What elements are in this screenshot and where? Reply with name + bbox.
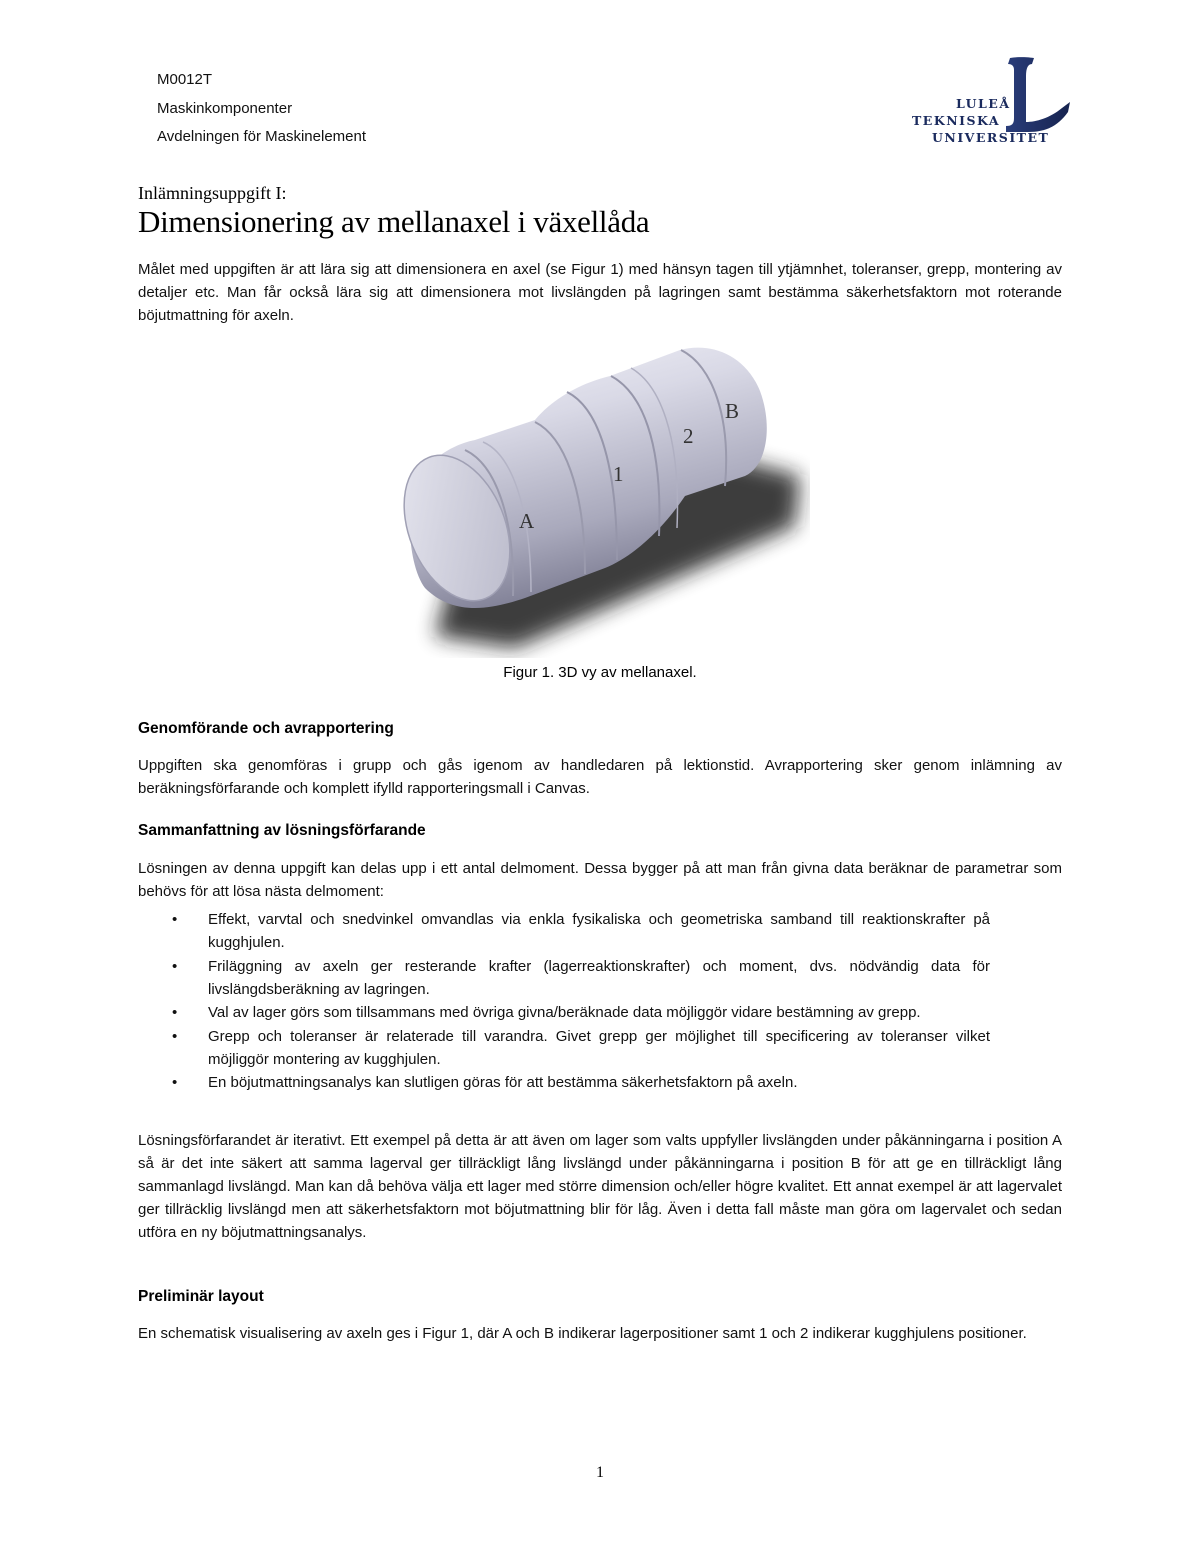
list-item <box>172 908 990 954</box>
course-name: Maskinkomponenter <box>157 99 293 117</box>
heading-genomforande: Genomförande och avrapportering <box>138 720 394 737</box>
course-code: M0012T <box>157 71 213 88</box>
paragraph-layout: En schematisk visualisering av axeln ges i Figur 1, där A och B indikerar lagerpositioner samt 1 och 2 indikerar kugghjulens positioner. <box>138 1325 1027 1342</box>
logo-line1: LULEÅ <box>956 96 1011 111</box>
document-title: Dimensionering av mellanaxel i växellåda <box>138 204 650 239</box>
bullet-icon: • <box>172 1027 178 1045</box>
list-item-text: Friläggning av axeln ger resterande krafter (lagerreaktionskrafter) och moment, dvs. nödvändig data för livslängdsberäkning av lagringen. <box>208 957 990 998</box>
label-gear-2: 2 <box>683 424 694 448</box>
bullet-icon: • <box>172 1074 178 1091</box>
label-bearing-b: B <box>725 399 740 423</box>
shaft-3d-figure <box>395 336 810 658</box>
paragraph-genomforande: Uppgiften ska genomföras i grupp och gås igenom av handledaren på lektionstid. Avrapportering sker genom inlämning av beräkningsförfarande och komplett ifylld rapporteringsmall i Canvas. <box>138 757 1062 797</box>
assignment-label: Inlämningsuppgift I: <box>138 183 287 203</box>
list-item <box>172 1001 990 1024</box>
heading-sammanfattning: Sammanfattning av lösningsförfarande <box>138 822 426 839</box>
list-item-text: Val av lager görs som tillsammans med övriga givna/beräknade data möjliggör vidare bestämning av grepp. <box>208 1004 921 1021</box>
list-item <box>172 1025 990 1071</box>
list-item <box>172 955 990 1001</box>
bullet-icon: • <box>172 1004 178 1021</box>
paragraph-iterative: Lösningsförfarandet är iterativt. Ett exempel på detta är att även om lager som valts uppfyller livslängden under påkänningarna i position A så är det inte säkert att samma lagerval ger tillräckligt lång livslängd under påkänningarna i position B för att ge en tillräckligt lång sammanlagd livslängd. Man kan då behöva välja ett lager med större dimension och/eller högre kvalitet. Ett annat exempel är att lagervalet ger tillräcklig livslängd men att säkerhetsfaktorn mot böjutmattning blir för låg. Även i detta fall måste man göra om lagervalet och sedan utföra en ny böjutmattningsanalys. <box>138 1132 1062 1241</box>
figure-caption: Figur 1. 3D vy av mellanaxel. <box>503 664 697 681</box>
label-gear-1: 1 <box>613 462 624 486</box>
ltu-logo <box>910 56 1080 151</box>
list-item-text: Grepp och toleranser är relaterade till varandra. Givet grepp ger möjlighet till specificering av toleranser vilket möjliggör montering av kugghjulen. <box>208 1027 990 1068</box>
document-header <box>157 66 366 152</box>
list-item-text: En böjutmattningsanalys kan slutligen göras för att bestämma säkerhetsfaktorn på axeln. <box>208 1074 798 1091</box>
step-list <box>172 908 990 1095</box>
bullet-icon: • <box>172 957 178 975</box>
bullet-icon: • <box>172 911 178 928</box>
department-name: Avdelningen för Maskinelement <box>157 128 367 145</box>
intro-paragraph: Målet med uppgiften är att lära sig att dimensionera en axel (se Figur 1) med hänsyn tagen till ytjämnhet, toleranser, grepp, montering av detaljer etc. Man får också lära sig att dimensionera mot livslängden på lagringen samt bestämma säkerhetsfaktorn mot roterande böjutmattning för axeln. <box>138 261 1062 324</box>
list-item <box>172 1071 990 1094</box>
heading-layout: Preliminär layout <box>138 1288 264 1305</box>
page-number: 1 <box>596 1464 604 1481</box>
paragraph-sammanfattning: Lösningen av denna uppgift kan delas upp i ett antal delmoment. Dessa bygger på att man från givna data beräknar de parametrar som behövs för att lösa nästa delmoment: <box>138 860 1062 900</box>
logo-line3: UNIVERSITET <box>932 130 1050 145</box>
label-bearing-a: A <box>519 509 535 533</box>
list-item-text: Effekt, varvtal och snedvinkel omvandlas via enkla fysikaliska och geometriska samband till reaktionskrafter på kugghjulen. <box>208 911 990 951</box>
logo-line2: TEKNISKA <box>912 113 1001 128</box>
